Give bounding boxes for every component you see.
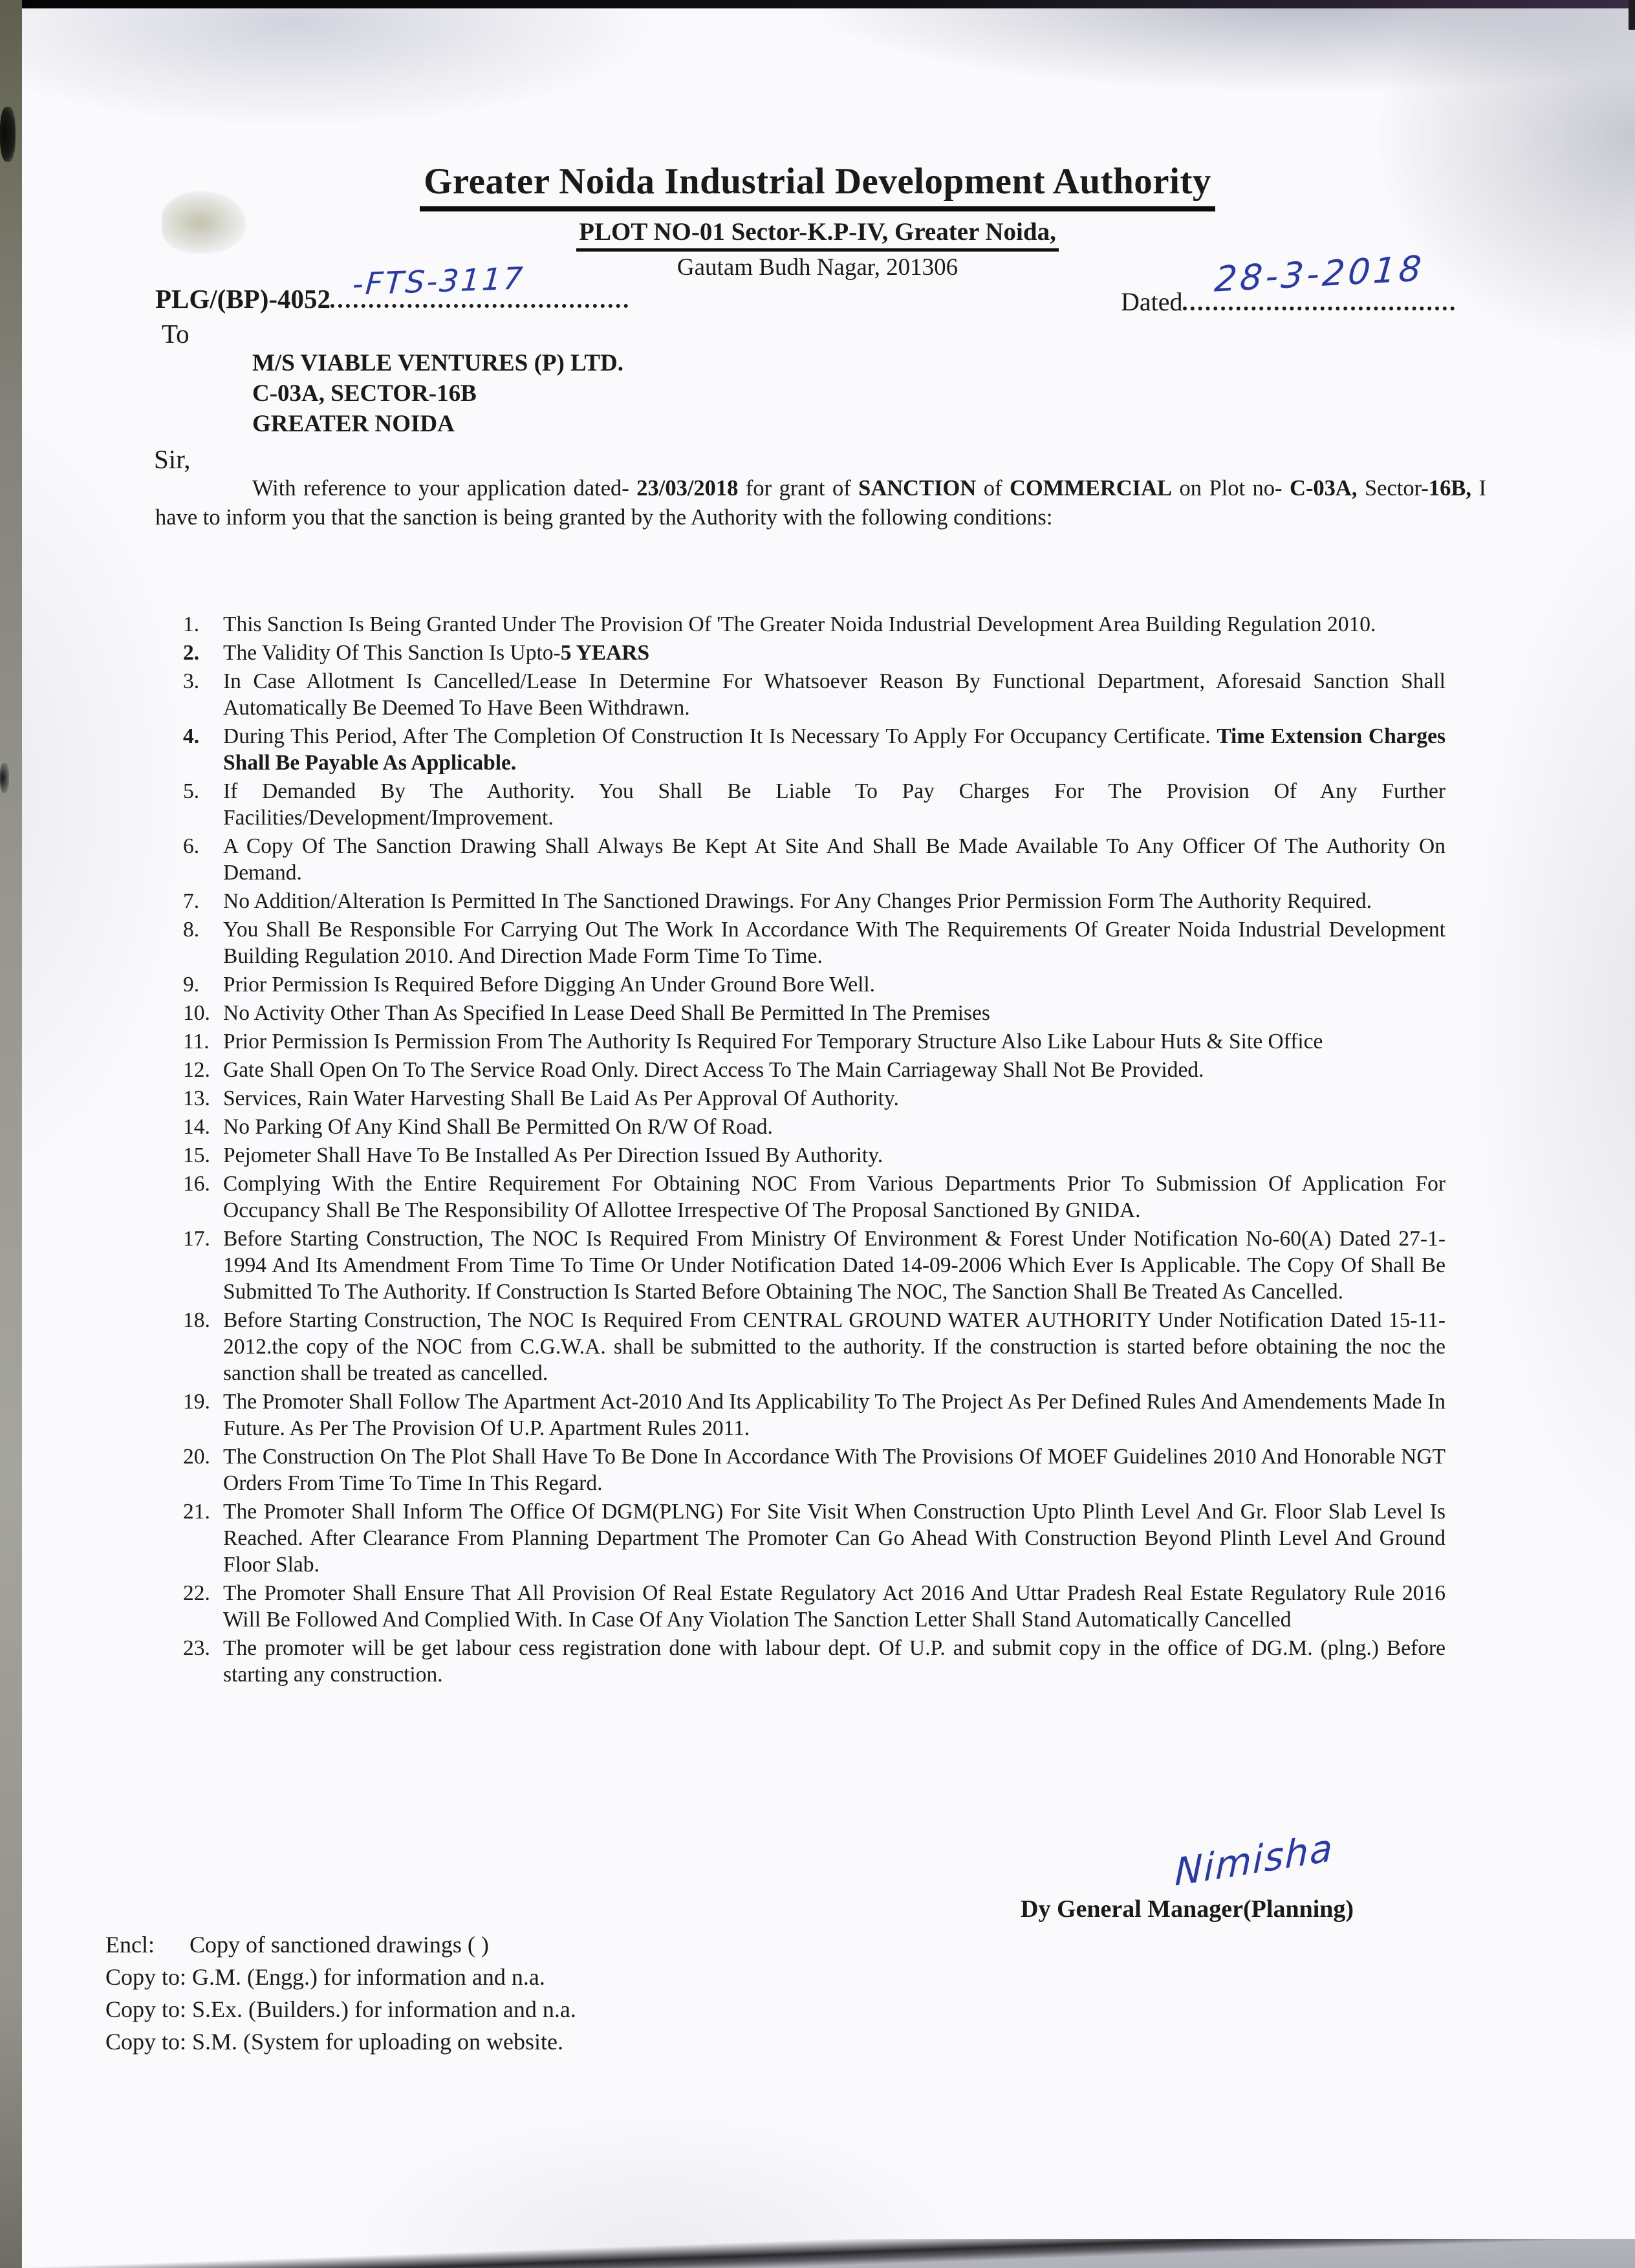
text-segment: During This Period, After The Completion Of Construction It Is Necessary To Apply For Occupancy Certificate. [223, 724, 1217, 748]
text-segment: Sector- [1357, 476, 1429, 501]
condition-number: 7. [183, 889, 200, 913]
text-segment: Before Starting Construction, The NOC Is Required From CENTRAL GROUND WATER AUTHORITY Under Notification Dated 15-11-2012.the copy of the NOC from C.G.W.A. shall be submitted to the authority. If the construction is started before obtaining the noc the sanction shall be treated as cancelled. [223, 1308, 1446, 1385]
condition-item [183, 668, 1446, 721]
text-segment: Complying With the Entire Requirement For Obtaining NOC From Various Departments Prior To Submission Of Application For Occupancy Shall Be The Responsibility Of Allottee Irrespective Of The Proposal Sanctioned By GNIDA. [223, 1172, 1446, 1222]
footer-line: Copy to: S.Ex. (Builders.) for information and n.a. [105, 1996, 576, 2022]
condition-number: 2. [183, 641, 200, 665]
recipient-address-line: C-03A, SECTOR-16B [252, 380, 477, 407]
text-segment-bold: COMMERCIAL [1009, 476, 1173, 501]
recipient-address [252, 348, 623, 439]
text-segment: A Copy Of The Sanction Drawing Shall Always Be Kept At Site And Shall Be Made Available To Any Officer Of The Authority On Demand. [223, 834, 1446, 885]
condition-text [223, 1085, 1446, 1112]
text-segment: for grant of [738, 476, 859, 501]
text-segment-bold: C-03A, [1290, 476, 1358, 501]
salutation: Sir, [154, 444, 191, 474]
text-segment: The Validity Of This Sanction Is Upto- [223, 641, 561, 665]
authority-address-line2: Gautam Budh Nagar, 201306 [677, 254, 958, 281]
condition-number: 19. [183, 1390, 210, 1414]
condition-item [183, 640, 1446, 666]
text-segment: The Promoter Shall Inform The Office Of DGM(PLNG) For Site Visit When Construction Upto Plinth Level And Gr. Floor Slab Level Is Reached. After Clearance From Planning Department The Promoter Can Go Ahead With Construction Beyond Plinth Level And Ground Floor Slab. [223, 1500, 1446, 1577]
condition-item [183, 1226, 1446, 1305]
footer-lines [105, 1928, 576, 2058]
condition-text [223, 1580, 1446, 1633]
text-segment-bold: Time Extension Charges Shall Be Payable As Applicable. [223, 724, 1446, 775]
condition-text [223, 1226, 1446, 1305]
condition-text [223, 971, 1446, 998]
footer-line: Copy to: G.M. (Engg.) for information and n.a. [105, 1964, 545, 1990]
condition-item [183, 1171, 1446, 1224]
reference-number-handwritten: -FTS-3117 [351, 261, 526, 303]
condition-number: 23. [183, 1636, 210, 1660]
condition-text [223, 1114, 1446, 1140]
text-segment-bold: 16B, [1428, 476, 1472, 501]
condition-item [183, 611, 1446, 638]
text-segment: No Addition/Alteration Is Permitted In The Sanctioned Drawings. For Any Changes Prior Permission Form The Authority Required. [223, 889, 1372, 913]
text-segment: The Promoter Shall Ensure That All Provision Of Real Estate Regulatory Act 2016 And Uttar Pradesh Real Estate Regulatory Rule 2016 Will Be Followed And Complied With. In Case Of Any Violation The Sanction Letter Shall Stand Automatically Cancelled [223, 1581, 1446, 1632]
condition-item [183, 1388, 1446, 1442]
text-segment: Pejometer Shall Have To Be Installed As Per Direction Issued By Authority. [223, 1143, 883, 1167]
text-segment: If Demanded By The Authority. You Shall Be Liable To Pay Charges For The Provision Of Any Further Facilities/Development/Improvement. [223, 779, 1446, 830]
condition-number: 22. [183, 1581, 210, 1605]
condition-item [183, 778, 1446, 831]
scan-artifact-left-edge [0, 0, 22, 2268]
condition-number: 13. [183, 1086, 210, 1110]
condition-item [183, 1635, 1446, 1688]
conditions-list [183, 611, 1446, 1690]
condition-number: 21. [183, 1500, 210, 1524]
condition-text [223, 640, 1446, 666]
text-segment: Prior Permission Is Permission From The Authority Is Required For Temporary Structure Also Like Labour Huts & Site Office [223, 1030, 1323, 1053]
condition-number: 18. [183, 1308, 210, 1332]
condition-number: 15. [183, 1143, 210, 1167]
condition-text [223, 1057, 1446, 1083]
condition-item [183, 1498, 1446, 1578]
scan-artifact-top-bar [14, 0, 1635, 8]
signatory-title: Dy General Manager(Planning) [1021, 1895, 1354, 1923]
text-segment: In Case Allotment Is Cancelled/Lease In Determine For Whatsoever Reason By Functional Department, Aforesaid Sanction Shall Automatically Be Deemed To Have Been Withdrawn. [223, 669, 1446, 720]
text-segment: You Shall Be Responsible For Carrying Out The Work In Accordance With The Requirements Of Greater Noida Industrial Development Building Regulation 2010. And Direction Made Form Time To Time. [223, 918, 1446, 968]
text-segment: Prior Permission Is Required Before Digging An Under Ground Bore Well. [223, 973, 876, 997]
condition-text [223, 1000, 1446, 1026]
condition-text [223, 916, 1446, 969]
condition-item [183, 916, 1446, 969]
letterhead-address1-row [0, 217, 1635, 252]
text-segment: The promoter will be get labour cess registration done with labour dept. Of U.P. and submit copy in the office of DG.M. (plng.) Before starting any construction. [223, 1636, 1446, 1687]
condition-text [223, 833, 1446, 886]
condition-text [223, 1171, 1446, 1224]
condition-number: 4. [183, 724, 200, 748]
text-segment: The Construction On The Plot Shall Have To Be Done In Accordance With The Provisions Of MOEF Guidelines 2010 And Honorable NGT Orders From Time To Time In This Regard. [223, 1445, 1446, 1495]
condition-text [223, 723, 1446, 776]
letterhead [0, 160, 1635, 211]
authority-address-line1: PLOT NO-01 Sector-K.P-IV, Greater Noida, [576, 217, 1059, 252]
text-segment: Before Starting Construction, The NOC Is Required From Ministry Of Environment & Forest Under Notification No-60(A) Dated 27-1-1994 And Its Amendment From Time To Time Or Under Notification Dated 14-09-2006 Which Ever Is Applicable. The Copy Of Shall Be Submitted To The Authority. If Construction Is Started Before Obtaining The NOC, The Sanction Shall Be Treated As Cancelled. [223, 1227, 1446, 1304]
condition-item [183, 888, 1446, 914]
condition-text [223, 1635, 1446, 1688]
signature-handwritten: Nimisha [1174, 1825, 1334, 1895]
scan-artifact-bottom-edge [0, 2239, 1635, 2268]
date-handwritten: 28-3-2018 [1213, 248, 1427, 300]
condition-item [183, 971, 1446, 998]
scan-artifact-left-blotch-small [0, 763, 9, 793]
text-segment: No Parking Of Any Kind Shall Be Permitted On R/W Of Road. [223, 1115, 773, 1139]
condition-number: 11. [183, 1030, 210, 1053]
reference-number-label: PLG/(BP)-4052 [155, 284, 331, 314]
footer-line: Copy to: S.M. (System for uploading on website. [105, 2029, 563, 2055]
text-segment: of [976, 476, 1010, 501]
condition-item [183, 723, 1446, 776]
footer-line: Encl: Copy of sanctioned drawings ( ) [105, 1932, 489, 1958]
condition-number: 16. [183, 1172, 210, 1196]
text-segment-bold: 23/03/2018 [636, 476, 739, 501]
condition-number: 14. [183, 1115, 210, 1139]
scan-artifact-corner-tick [1629, 0, 1635, 30]
text-segment: on Plot no- [1172, 476, 1290, 501]
condition-item [183, 1142, 1446, 1169]
condition-number: 5. [183, 779, 200, 803]
scan-artifact-left-blotch [0, 107, 16, 162]
recipient-address-line: GREATER NOIDA [252, 411, 455, 437]
condition-text [223, 1307, 1446, 1387]
text-segment-bold: SANCTION [858, 476, 977, 501]
condition-number: 12. [183, 1058, 210, 1082]
condition-text [223, 668, 1446, 721]
condition-item [183, 1580, 1446, 1633]
condition-number: 10. [183, 1001, 210, 1025]
condition-number: 9. [183, 973, 200, 997]
condition-item [183, 1057, 1446, 1083]
condition-text [223, 888, 1446, 914]
condition-number: 20. [183, 1445, 210, 1469]
condition-number: 17. [183, 1227, 210, 1251]
text-segment: Services, Rain Water Harvesting Shall Be Laid As Per Approval Of Authority. [223, 1086, 899, 1110]
text-segment: The Promoter Shall Follow The Apartment Act-2010 And Its Applicability To The Project As Per Defined Rules And Amendements Made In Future. As Per The Provision Of U.P. Apartment Rules 2011. [223, 1390, 1446, 1440]
condition-text [223, 778, 1446, 831]
condition-item [183, 1028, 1446, 1055]
condition-item [183, 1114, 1446, 1140]
text-segment: I have to inform you that the sanction is being granted by the Authority with the following conditions: [155, 476, 1486, 530]
condition-item [183, 1307, 1446, 1387]
text-segment: No Activity Other Than As Specified In Lease Deed Shall Be Permitted In The Premises [223, 1001, 990, 1025]
condition-text [223, 611, 1446, 638]
condition-item [183, 1000, 1446, 1026]
condition-text [223, 1028, 1446, 1055]
recipient-address-line: M/S VIABLE VENTURES (P) LTD. [252, 350, 623, 376]
intro-paragraph [155, 474, 1486, 532]
condition-text [223, 1388, 1446, 1442]
text-segment: This Sanction Is Being Granted Under The Provision Of 'The Greater Noida Industrial Development Area Building Regulation 2010. [223, 612, 1376, 636]
text-segment-bold: 5 YEARS [560, 641, 650, 665]
condition-item [183, 1085, 1446, 1112]
condition-number: 3. [183, 669, 200, 693]
condition-text [223, 1142, 1446, 1169]
condition-item [183, 1443, 1446, 1496]
condition-text [223, 1443, 1446, 1496]
date-label: Dated [1121, 287, 1183, 316]
condition-number: 6. [183, 834, 200, 858]
condition-number: 1. [183, 612, 200, 636]
condition-item [183, 833, 1446, 886]
condition-text [223, 1498, 1446, 1578]
authority-title: Greater Noida Industrial Development Authority [420, 160, 1215, 211]
condition-number: 8. [183, 918, 200, 942]
to-label: To [162, 319, 189, 349]
text-segment: With reference to your application dated- [252, 476, 637, 501]
text-segment: Gate Shall Open On To The Service Road Only. Direct Access To The Main Carriageway Shall Not Be Provided. [223, 1058, 1204, 1082]
